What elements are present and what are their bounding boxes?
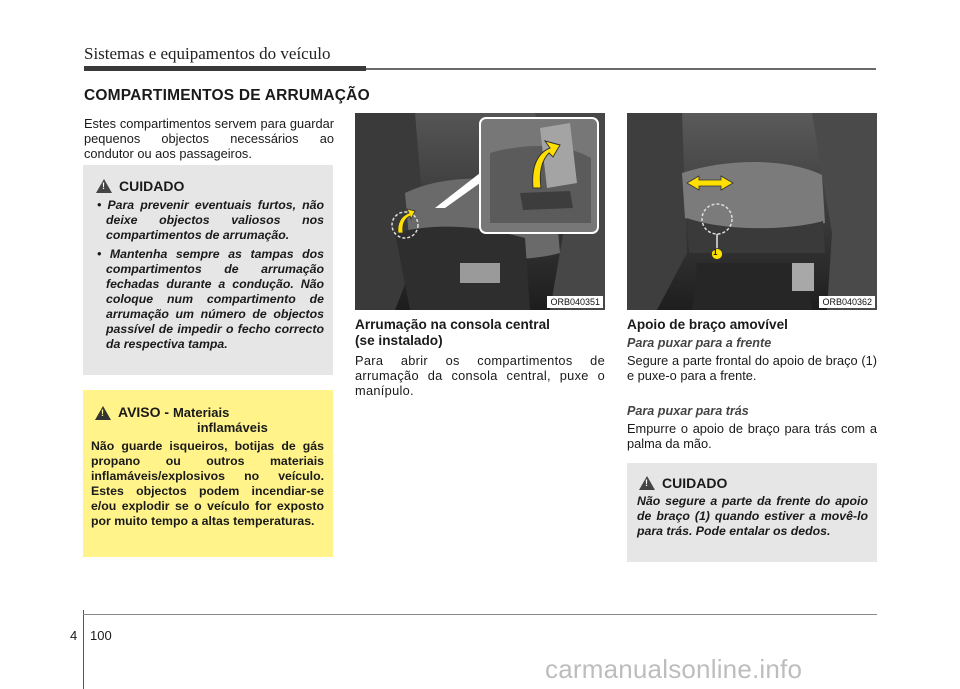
warning-heading-row [95,404,333,435]
chapter-number: 4 [70,628,78,643]
console-storage-text: Para abrir os compartimentos de arrumação da consola central, puxe o manípulo. [355,353,605,398]
warning-text: Não guarde isqueiros, botijas de gás propano ou outros materiais inflamáveis/explosivos no veículo. Estes objectos podem incendiar-se e/ou explodir se o veículo for exposto por muito tempo a altas temperaturas. [91,439,324,528]
caution-bullet: • Mantenha sempre as tampas dos compartimentos de arrumação fechadas durante a condução. Não coloque num compartimento de arrumação um número de objectos passível de impedir o fecho correcto da respectiva tampa. [97,247,324,351]
console-storage-title [355,317,605,349]
figure-callout-number: 1 [713,248,718,257]
caution-box [627,463,877,562]
armrest-photo [627,113,877,310]
section-title: COMPARTIMENTOS DE ARRUMAÇÃO [84,87,370,104]
warning-triangle-icon [639,476,655,490]
console-title-line1: Arrumação na consola central [355,317,550,332]
caution-text: Não segure a parte da frente do apoio de braço (1) quando estiver a movê-lo para trás. Pode entalar os dedos. [637,494,868,538]
caution-bullet: • Para prevenir eventuais furtos, não deixe objectos valiosos nos compartimentos de arrumação. [97,198,324,242]
page-number: 100 [90,628,112,643]
figure-code-label: ORB040351 [547,296,603,308]
caution-heading: CUIDADO [119,178,185,194]
watermark: carmanualsonline.info [545,654,803,684]
running-header: Sistemas e equipamentos do veículo [84,44,331,63]
caution-bullet-text: Mantenha sempre as tampas dos compartimentos de arrumação fechadas durante a condução. Não coloque num compartimento de arrumação um número de objectos passível de impedir o fecho correcto da respectiva tampa. [106,247,324,351]
pull-back-text: Empurre o apoio de braço para trás com a palma da mão. [627,421,877,451]
warning-triangle-icon [95,406,111,420]
warning-subject-2: inflamáveis [197,420,268,435]
console-title-line2: (se instalado) [355,333,443,348]
footer-rule-vertical [83,610,84,689]
caution-heading-row [96,178,333,194]
pull-front-text: Segure a parte frontal do apoio de braço (1) e puxe-o para a frente. [627,353,877,383]
warning-box [83,390,333,557]
header-rule-dark [84,66,366,71]
armrest-title: Apoio de braço amovível [627,317,788,332]
intro-paragraph: Estes compartimentos servem para guardar pequenos objectos necessários ao condutor ou aos passageiros. [84,116,334,161]
caution-bullet-text: Para prevenir eventuais furtos, não deixe objectos valiosos nos compartimentos de arrumação. [106,198,324,242]
figure-code-label: ORB040362 [819,296,875,308]
caution-box [83,165,333,375]
footer-rule-horizontal [83,614,877,615]
pull-front-heading: Para puxar para a frente [627,336,772,350]
caution-heading: CUIDADO [662,475,728,491]
console-storage-photo [355,113,605,310]
caution-heading-row [639,475,877,491]
warning-triangle-icon [96,179,112,193]
warning-heading: AVISO - [118,404,170,420]
header-rule-light [366,68,876,70]
warning-subject: Materiais [172,405,230,420]
pull-back-heading: Para puxar para trás [627,404,749,418]
